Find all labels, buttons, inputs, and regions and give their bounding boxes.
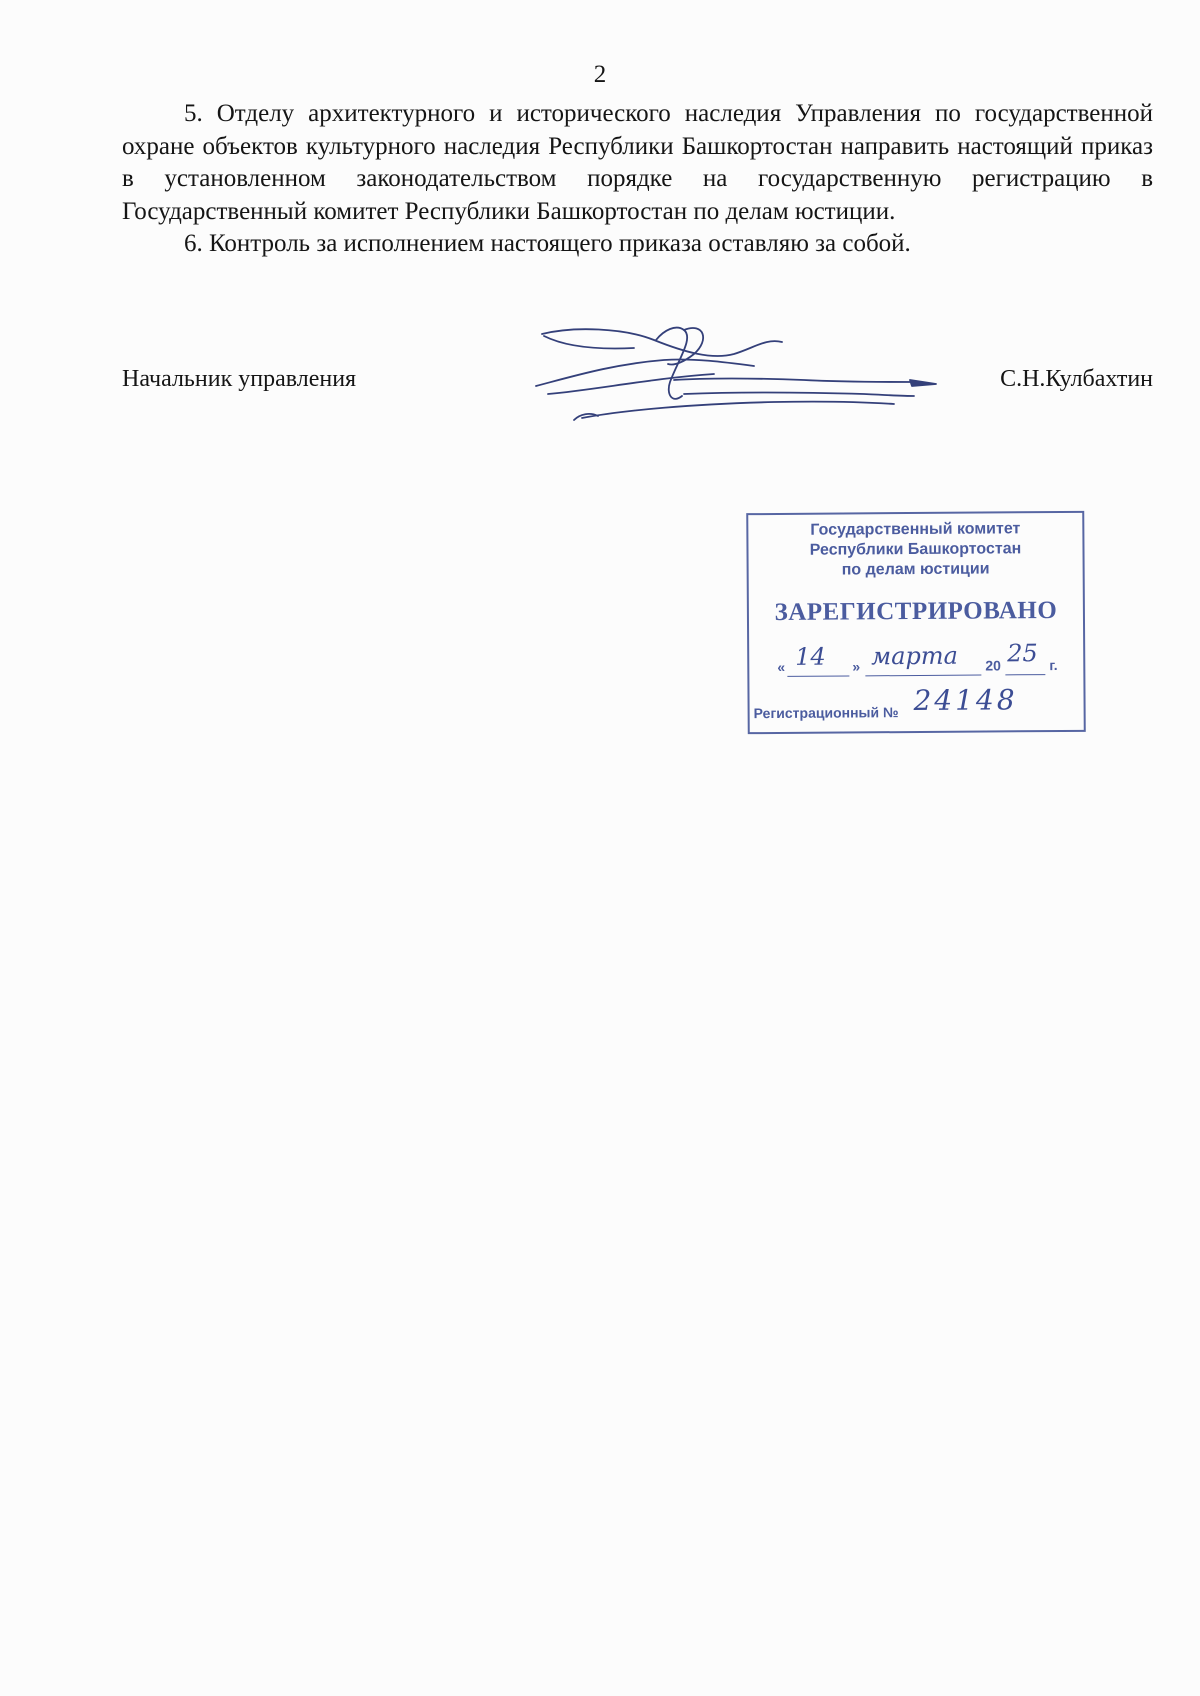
date-month-line: [865, 675, 981, 677]
date-quote-close: »: [852, 658, 861, 675]
date-quote-open: «: [777, 658, 786, 675]
stamp-organization: [748, 519, 1082, 581]
date-year-line: [1005, 674, 1045, 675]
stamp-registration: [753, 683, 1073, 725]
signer-name: С.Н.Кулбахтин: [1000, 366, 1153, 392]
date-day-line: [787, 675, 849, 676]
handwritten-signature: [534, 320, 944, 430]
date-year-mark: г.: [1049, 657, 1058, 674]
paragraph-5: 5. Отделу архитектурного и исторического наследия Управления по государственной охране объектов культурного наследия Республики Башкортостан направить настоящий приказ в установленном законодательством порядке на государственную регистрацию в Государственный комитет Республики Башкортостан по делам юстиции.: [122, 100, 1153, 225]
stamp-org-line: по делам юстиции: [841, 560, 990, 579]
stamp-org-line: Республики Башкортостан: [809, 540, 1022, 559]
registration-number: 24148: [913, 683, 1018, 718]
stamp-org-line: Государственный комитет: [810, 520, 1021, 539]
stamp-date: [777, 641, 1067, 679]
stamp-status: ЗАРЕГИСТРИРОВАНО: [774, 597, 1058, 626]
date-year-suffix: 25: [1007, 639, 1038, 668]
document-body: [122, 98, 1153, 261]
paragraph-6: 6. Контроль за исполнением настоящего приказа оставляю за собой.: [184, 230, 911, 257]
date-year-prefix: 20: [985, 657, 1001, 674]
date-month: марта: [871, 641, 958, 671]
registration-label: Регистрационный №: [753, 704, 899, 722]
signer-position: Начальник управления: [122, 366, 357, 392]
page-number: 2: [593, 61, 607, 88]
date-day: 14: [795, 642, 826, 671]
registration-stamp: [746, 511, 1086, 734]
